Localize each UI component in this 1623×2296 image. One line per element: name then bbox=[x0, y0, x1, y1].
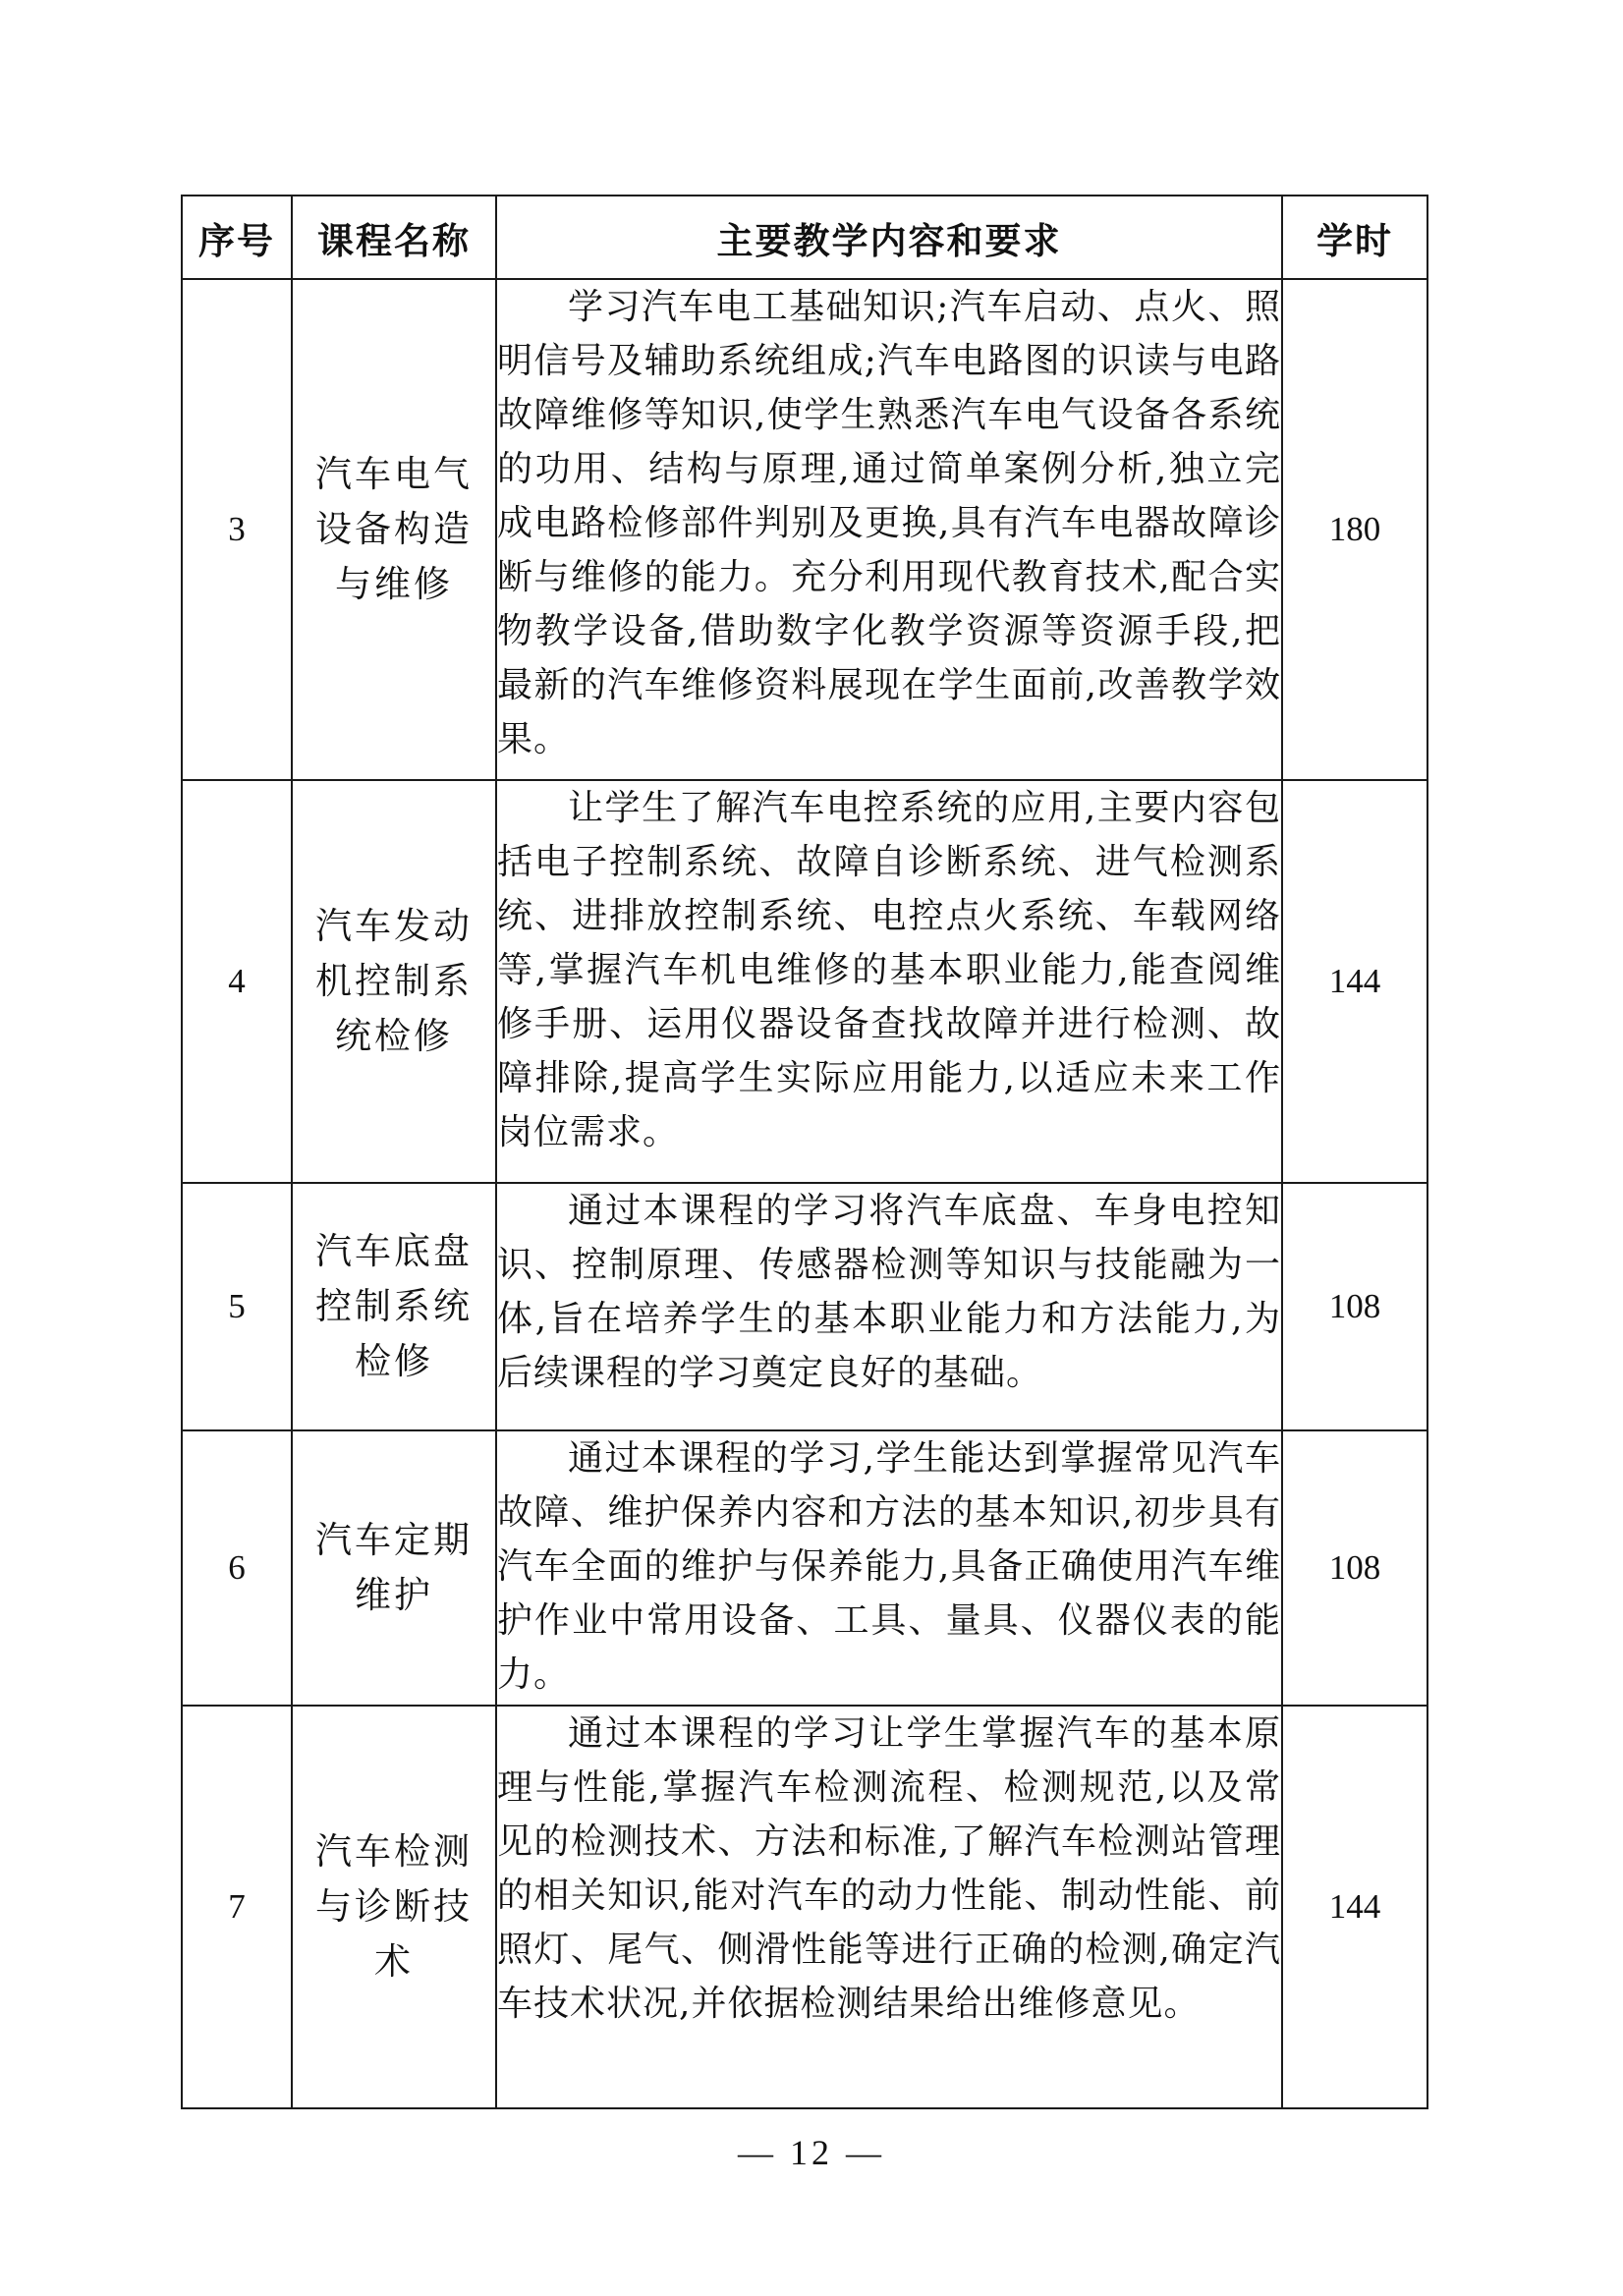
row-hours: 144 bbox=[1282, 1706, 1427, 2108]
row-course-name bbox=[292, 1430, 496, 1706]
row-num: 7 bbox=[182, 1706, 292, 2108]
table-header-row bbox=[182, 196, 1427, 279]
course-name-text: 汽车定期维护 bbox=[315, 1519, 473, 1616]
header-hours: 学时 bbox=[1282, 196, 1427, 279]
row-num: 3 bbox=[182, 279, 292, 780]
course-name-text: 汽车底盘控制系统检修 bbox=[315, 1230, 473, 1382]
table-row bbox=[182, 780, 1427, 1183]
row-num: 6 bbox=[182, 1430, 292, 1706]
row-course-name bbox=[292, 1706, 496, 2108]
header-num: 序号 bbox=[182, 196, 292, 279]
table-row bbox=[182, 1430, 1427, 1706]
row-content: 让学生了解汽车电控系统的应用,主要内容包括电子控制系统、故障自诊断系统、进气检测系统、进排放控制系统、电控点火系统、车载网络等,掌握汽车机电维修的基本职业能力,能查阅维修手册、运用仪器设备查找故障并进行检测、故障排除,提高学生实际应用能力,以适应未来工作岗位需求。 bbox=[496, 780, 1282, 1183]
course-table bbox=[181, 195, 1428, 2109]
row-content: 学习汽车电工基础知识;汽车启动、点火、照明信号及辅助系统组成;汽车电路图的识读与电路故障维修等知识,使学生熟悉汽车电气设备各系统的功用、结构与原理,通过简单案例分析,独立完成电路检修部件判别及更换,具有汽车电器故障诊断与维修的能力。充分利用现代教育技术,配合实物教学设备,借助数字化教学资源等资源手段,把最新的汽车维修资料展现在学生面前,改善教学效果。 bbox=[496, 279, 1282, 780]
header-name: 课程名称 bbox=[292, 196, 496, 279]
row-course-name bbox=[292, 1183, 496, 1430]
header-content: 主要教学内容和要求 bbox=[496, 196, 1282, 279]
row-hours: 180 bbox=[1282, 279, 1427, 780]
course-name-text: 汽车发动机控制系统检修 bbox=[315, 905, 473, 1057]
row-course-name bbox=[292, 279, 496, 780]
course-name-text: 汽车电气设备构造与维修 bbox=[315, 453, 473, 605]
row-num: 5 bbox=[182, 1183, 292, 1430]
table-row bbox=[182, 279, 1427, 780]
row-content: 通过本课程的学习将汽车底盘、车身电控知识、控制原理、传感器检测等知识与技能融为一体,旨在培养学生的基本职业能力和方法能力,为后续课程的学习奠定良好的基础。 bbox=[496, 1183, 1282, 1430]
row-hours: 144 bbox=[1282, 780, 1427, 1183]
row-course-name bbox=[292, 780, 496, 1183]
table-row bbox=[182, 1706, 1427, 2108]
page-number: — 12 — bbox=[738, 2133, 885, 2172]
course-name-text: 汽车检测与诊断技术 bbox=[315, 1830, 473, 1983]
row-hours: 108 bbox=[1282, 1183, 1427, 1430]
row-content: 通过本课程的学习,学生能达到掌握常见汽车故障、维护保养内容和方法的基本知识,初步具有汽车全面的维护与保养能力,具备正确使用汽车维护作业中常用设备、工具、量具、仪器仪表的能力。 bbox=[496, 1430, 1282, 1706]
row-content: 通过本课程的学习让学生掌握汽车的基本原理与性能,掌握汽车检测流程、检测规范,以及常见的检测技术、方法和标准,了解汽车检测站管理的相关知识,能对汽车的动力性能、制动性能、前照灯、尾气、侧滑性能等进行正确的检测,确定汽车技术状况,并依据检测结果给出维修意见。 bbox=[496, 1706, 1282, 2108]
row-hours: 108 bbox=[1282, 1430, 1427, 1706]
table-row bbox=[182, 1183, 1427, 1430]
row-num: 4 bbox=[182, 780, 292, 1183]
